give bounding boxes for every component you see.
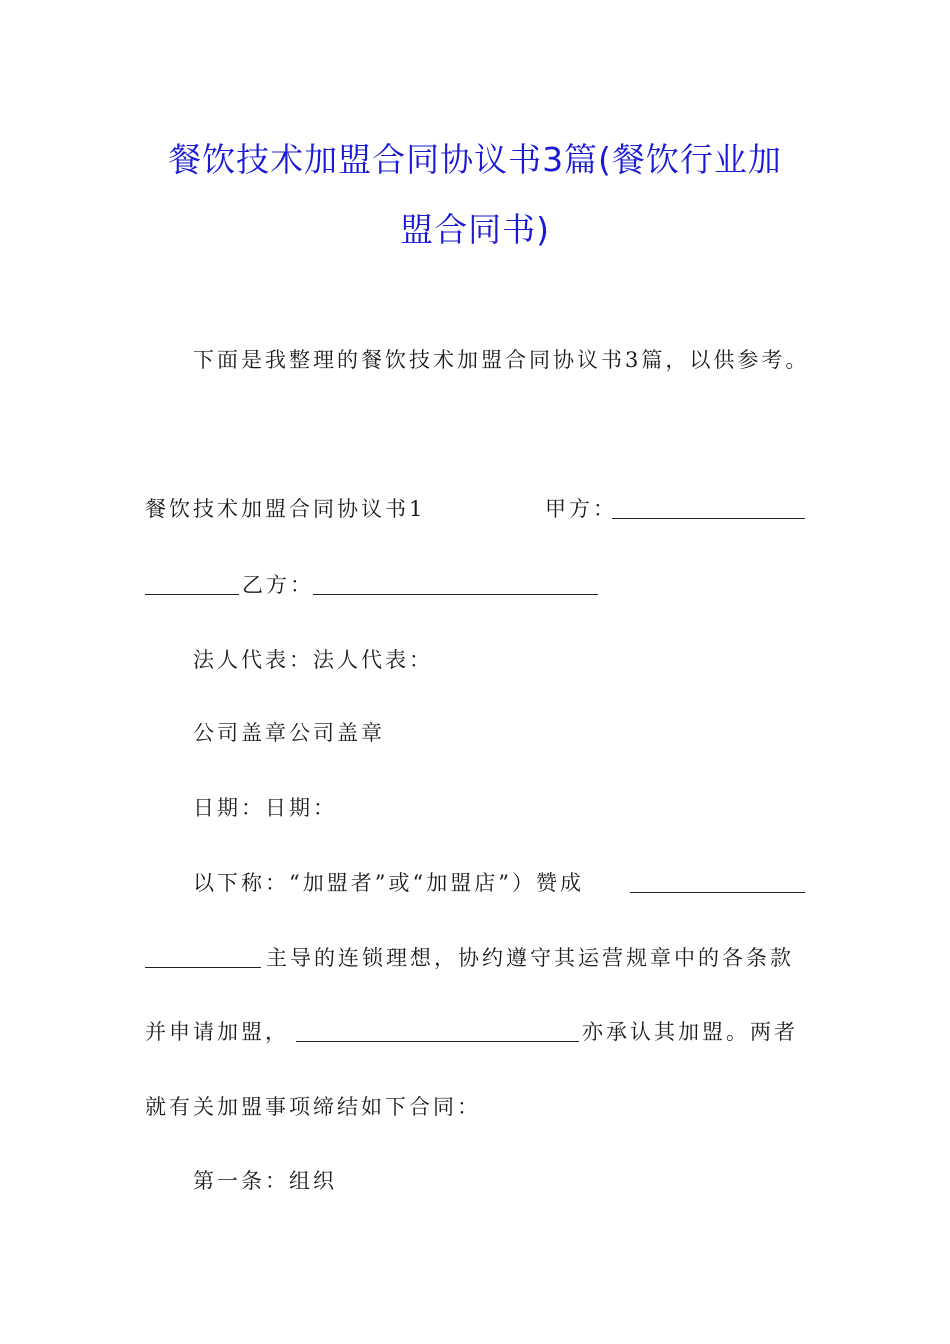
party-b-blank [313, 594, 598, 595]
company-seal-line: 公司盖章公司盖章 [193, 721, 385, 745]
intro-paragraph: 下面是我整理的餐饮技术加盟合同协议书3篇，以供参考。 [193, 348, 810, 372]
paragraph-line: 主导的连锁理想，协约遵守其运营规章中的各条款 [266, 946, 794, 970]
paragraph-line: 并申请加盟， [145, 1020, 289, 1044]
paragraph-line: 就有关加盟事项缔结如下合同： [145, 1095, 481, 1119]
paragraph-line: 以下称：“加盟者”或“加盟店”）赞成 [193, 871, 584, 895]
party-a-blank-continued [145, 594, 239, 595]
legal-representative-line: 法人代表：法人代表： [193, 648, 433, 672]
party-b-label: 乙方： [242, 573, 314, 597]
section-1-heading: 餐饮技术加盟合同协议书1 [145, 497, 426, 521]
party-a-label: 甲方： [545, 497, 617, 521]
document-title-line-2: 盟合同书) [400, 210, 550, 249]
document-title-line-1: 餐饮技术加盟合同协议书3篇(餐饮行业加 [168, 140, 782, 179]
franchisor-blank-continued [145, 967, 261, 968]
party-a-blank [612, 518, 805, 519]
paragraph-line: 亦承认其加盟。两者 [582, 1020, 798, 1044]
date-line: 日期：日期： [193, 796, 337, 820]
article-1-heading: 第一条：组织 [193, 1169, 337, 1193]
franchisor-blank [630, 892, 805, 893]
franchisee-blank [296, 1041, 579, 1042]
